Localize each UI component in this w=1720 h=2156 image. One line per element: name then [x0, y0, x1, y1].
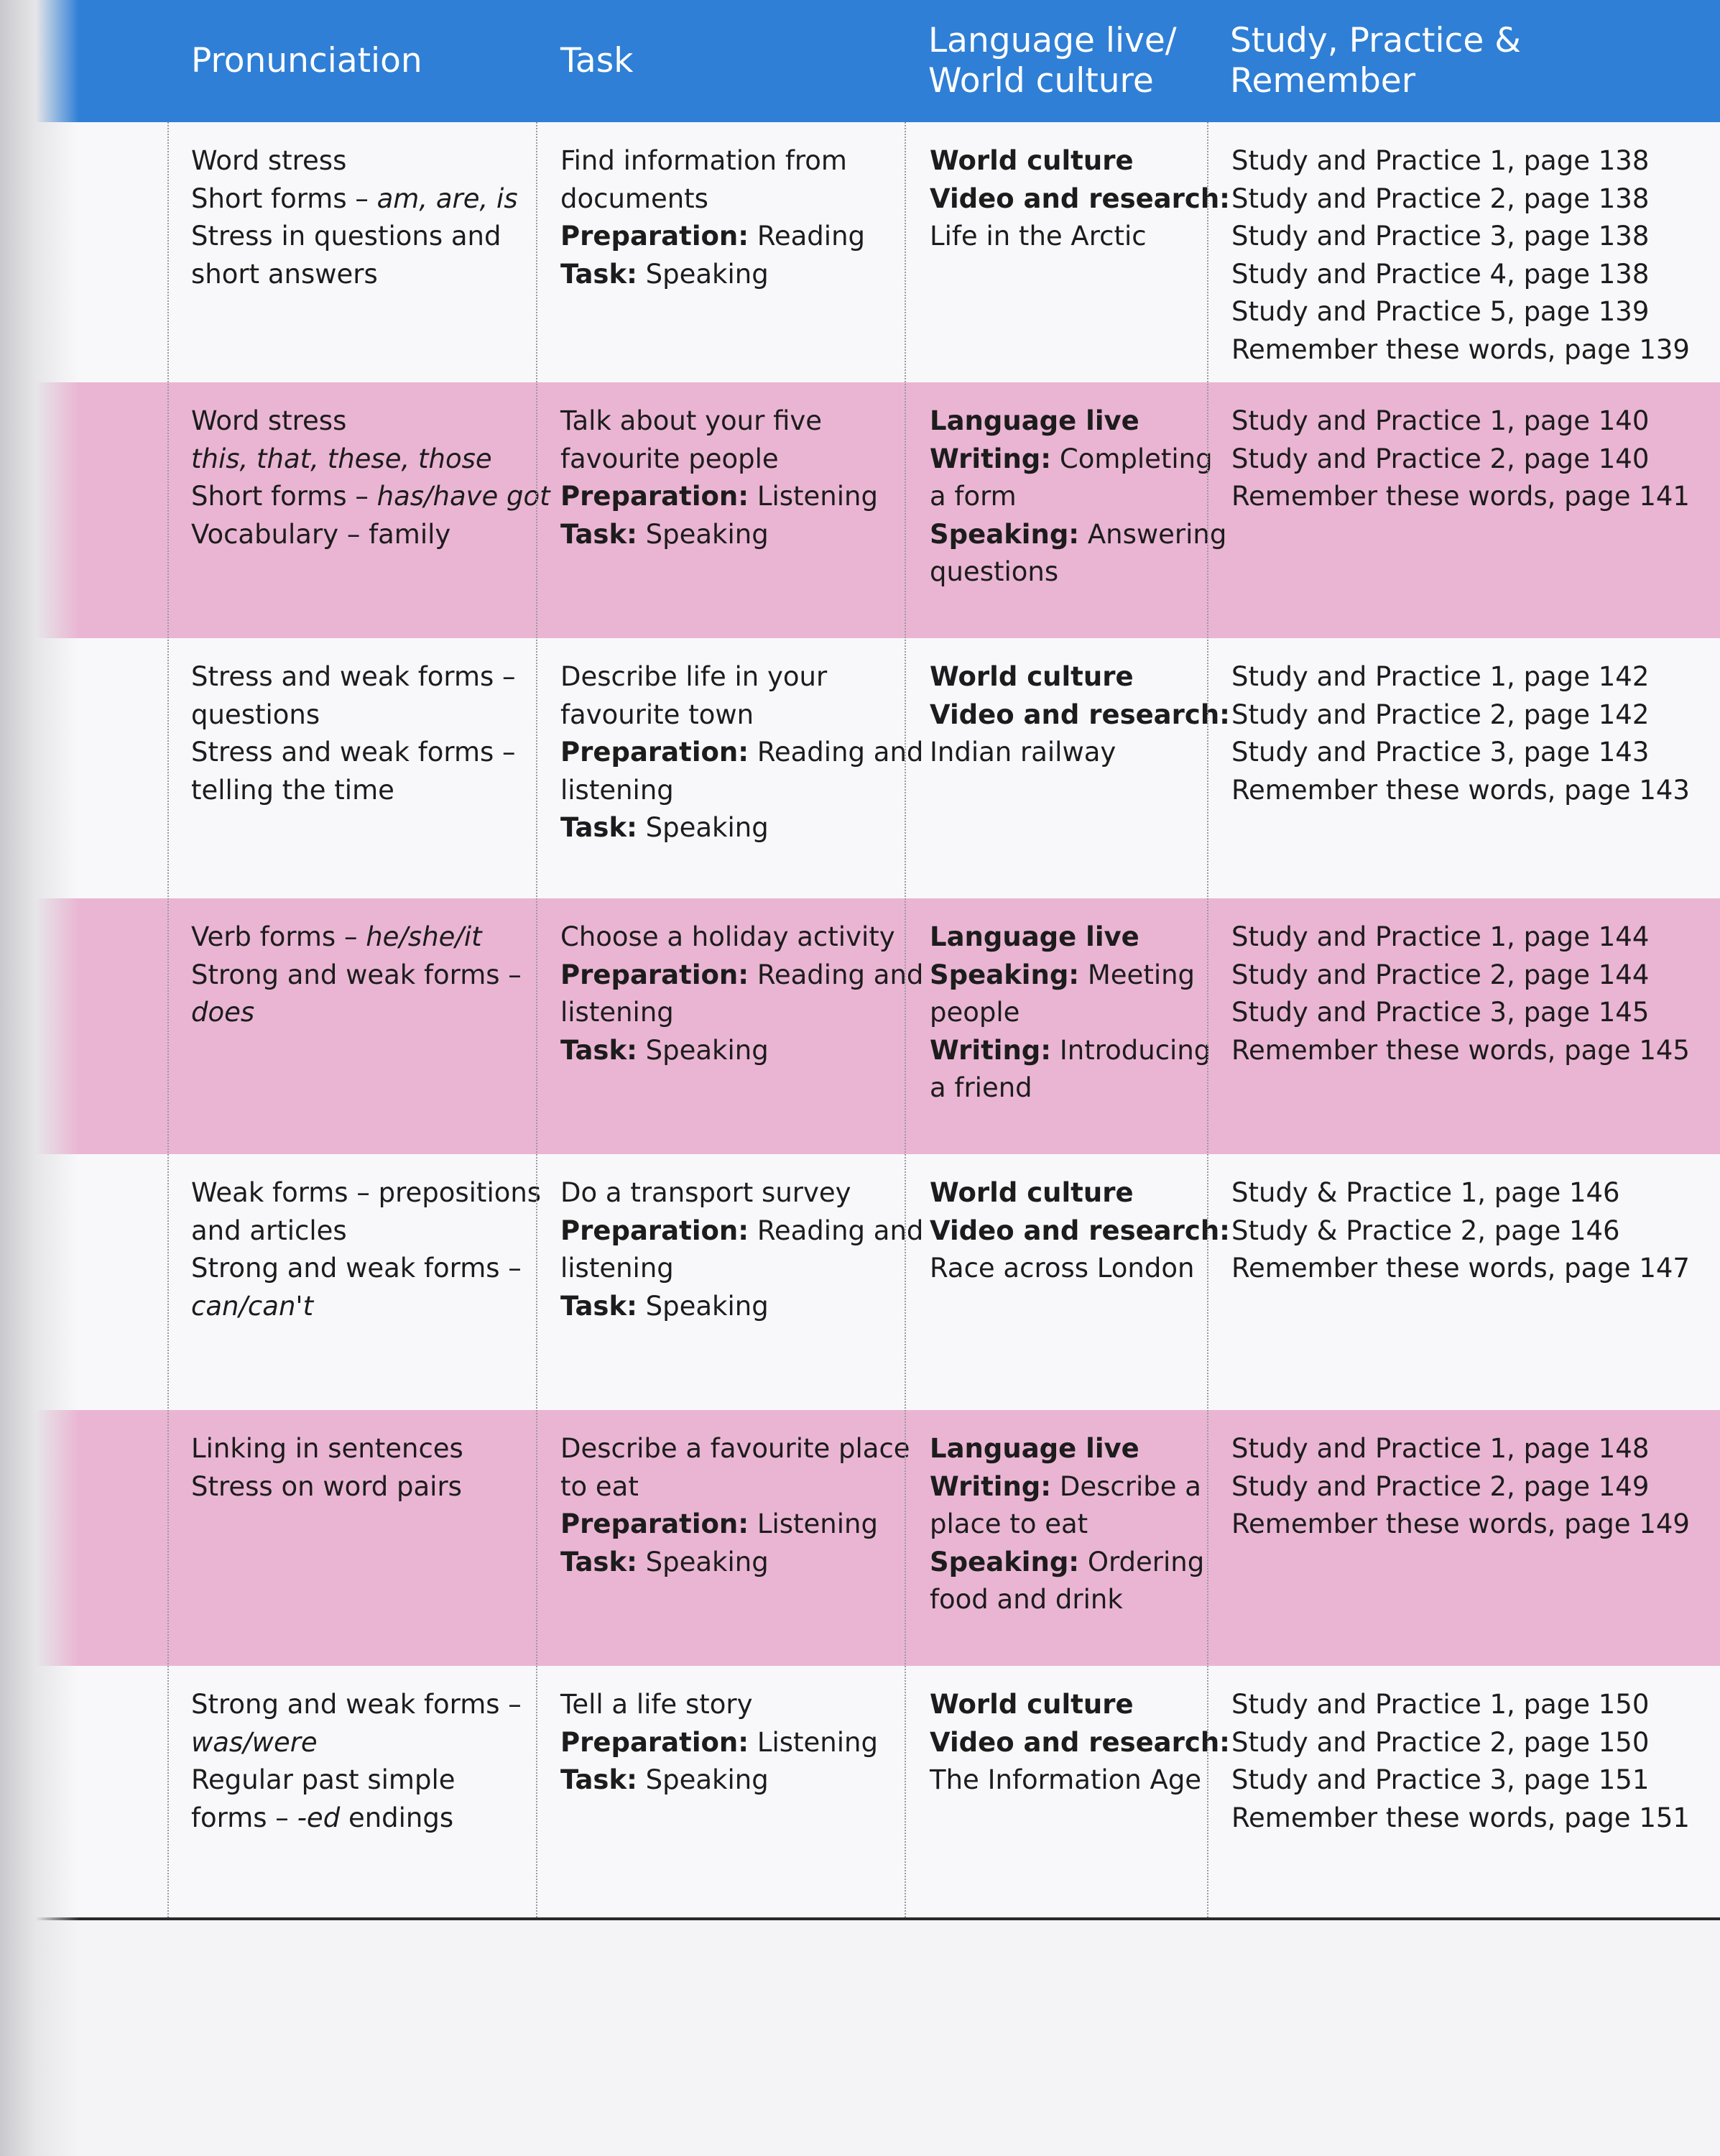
cell-line [930, 478, 1217, 516]
cell-line [930, 1032, 1217, 1070]
text-run: Reading and [749, 737, 924, 768]
cell-line [930, 1430, 1217, 1468]
cell-line [191, 957, 550, 995]
cell-line [560, 478, 920, 516]
text-run: Study and Practice 3, page 138 [1231, 221, 1650, 252]
cell-line [560, 772, 920, 810]
cell-language-world-culture [930, 1666, 1230, 1917]
cell-pronunciation [191, 638, 550, 898]
cell-task [560, 898, 924, 1154]
text-run: World culture [930, 1689, 1134, 1720]
text-run: Preparation: [560, 959, 749, 990]
text-run: Study and Practice 1, page 150 [1231, 1689, 1650, 1720]
cell-study-practice [1231, 1154, 1713, 1410]
text-run: Remember these words, page 149 [1231, 1508, 1690, 1539]
text-run: Task: [560, 1034, 637, 1066]
cell-line [1231, 1800, 1713, 1838]
text-run: Study and Practice 2, page 149 [1231, 1470, 1650, 1502]
text-run: Writing: [930, 1034, 1052, 1066]
text-run: he/she/it [366, 921, 482, 952]
text-run: Study and Practice 1, page 140 [1231, 405, 1650, 436]
cell-line [191, 1686, 550, 1724]
cell-study-practice [1231, 898, 1713, 1154]
text-run: Listening [749, 1726, 878, 1758]
cell-language-world-culture [930, 122, 1230, 382]
cell-study-practice [1231, 122, 1713, 382]
text-run: Describe a favourite place [560, 1433, 910, 1464]
cell-line [560, 142, 920, 180]
text-run: Study and Practice 2, page 150 [1231, 1726, 1650, 1758]
text-run: Verb forms – [191, 921, 366, 952]
header-pronunciation: Pronunciation [191, 41, 422, 80]
cell-line [930, 1581, 1217, 1619]
cell-line [191, 218, 550, 256]
cell-line [560, 1544, 920, 1582]
cell-line [1231, 293, 1713, 331]
text-run: Study and Practice 1, page 142 [1231, 661, 1650, 692]
text-run: was/were [191, 1726, 318, 1758]
text-run: Stress and weak forms – [191, 661, 516, 692]
column-divider [167, 122, 169, 1920]
cell-line [1231, 994, 1713, 1032]
text-run: Task: [560, 518, 637, 550]
cell-line [191, 772, 550, 810]
cell-line [930, 218, 1217, 256]
cell-line [930, 1506, 1217, 1544]
text-run: favourite town [560, 699, 754, 730]
text-run: Reading [749, 221, 866, 252]
cell-line [560, 1430, 920, 1468]
text-run: Video and research: [930, 183, 1230, 214]
cell-study-practice [1231, 1666, 1713, 1917]
cell-line [191, 1800, 550, 1838]
cell-line [930, 180, 1230, 218]
cell-task [560, 1410, 920, 1666]
cell-line [930, 1544, 1217, 1582]
cell-line [560, 994, 920, 1032]
column-divider [536, 122, 537, 1920]
text-run: Study and Practice 1, page 148 [1231, 1433, 1650, 1464]
cell-line [1231, 1174, 1713, 1212]
text-run: Remember these words, page 143 [1231, 774, 1690, 806]
cell-line [560, 1468, 920, 1506]
text-run: Ordering [1079, 1546, 1205, 1577]
text-run: has/have got [376, 481, 550, 512]
cell-line [191, 696, 550, 734]
cell-line [560, 1724, 920, 1762]
text-run: Do a transport survey [560, 1177, 851, 1208]
cell-line [930, 142, 1217, 180]
cell-line [1231, 478, 1713, 516]
cell-line [1231, 734, 1713, 772]
text-run: Video and research: [930, 1215, 1230, 1246]
cell-line [191, 1174, 550, 1212]
text-run: Study and Practice 2, page 140 [1231, 443, 1650, 474]
cell-line [560, 218, 920, 256]
text-run: Task: [560, 1764, 637, 1795]
text-run: Study and Practice 1, page 138 [1231, 145, 1650, 176]
text-run: Vocabulary – family [191, 518, 451, 550]
cell-task [560, 122, 920, 382]
cell-line [191, 1250, 550, 1288]
cell-line [1231, 1212, 1713, 1250]
cell-task [560, 382, 920, 638]
cell-line [560, 180, 920, 218]
cell-line [930, 553, 1217, 591]
text-run: Language live [930, 1433, 1139, 1464]
cell-line [191, 402, 550, 441]
text-run: Meeting [1079, 959, 1196, 990]
cell-line [930, 658, 1217, 696]
cell-line [191, 1468, 550, 1506]
text-run: Speaking [637, 258, 769, 290]
text-run: Listening [749, 1508, 878, 1539]
table-header [0, 0, 1720, 122]
text-run: can/can't [191, 1290, 314, 1322]
text-run: Linking in sentences [191, 1433, 463, 1464]
cell-line [1231, 441, 1713, 479]
text-run: telling the time [191, 774, 394, 806]
text-run: Study and Practice 1, page 144 [1231, 921, 1650, 952]
cell-line [930, 1686, 1217, 1724]
cell-line [930, 918, 1217, 957]
cell-line [1231, 1250, 1713, 1288]
text-run: Completing [1051, 443, 1213, 474]
text-run: Task: [560, 258, 637, 290]
header-language-world-culture: Language live/ World culture [928, 21, 1177, 101]
cell-study-practice [1231, 638, 1713, 898]
text-run: Race across London [930, 1253, 1195, 1284]
column-divider [1207, 122, 1208, 1920]
cell-language-world-culture [930, 638, 1230, 898]
cell-line [1231, 1468, 1713, 1506]
cell-line [560, 957, 924, 995]
cell-line [1231, 772, 1713, 810]
cell-line [1231, 696, 1713, 734]
table-row [0, 382, 1720, 638]
cell-line [560, 441, 920, 479]
cell-line [191, 994, 550, 1032]
text-run: forms – [191, 1802, 297, 1833]
cell-line [560, 696, 920, 734]
text-run: Language live [930, 921, 1139, 952]
text-run: questions [930, 556, 1059, 587]
text-run: Answering [1079, 518, 1227, 550]
text-run: Study and Practice 3, page 151 [1231, 1764, 1650, 1795]
text-run: Speaking [637, 1034, 769, 1066]
cell-pronunciation [191, 1154, 550, 1410]
text-run: Speaking: [930, 518, 1080, 550]
cell-line [191, 516, 550, 554]
cell-line [191, 1761, 550, 1800]
cell-line [930, 1724, 1230, 1762]
cell-line [1231, 1761, 1713, 1800]
text-run: place to eat [930, 1508, 1088, 1539]
cell-line [560, 1506, 920, 1544]
cell-line [1231, 218, 1713, 256]
text-run: Short forms – [191, 481, 377, 512]
text-run: listening [560, 774, 674, 806]
text-run: Speaking [637, 1546, 769, 1577]
text-run: Strong and weak forms – [191, 1253, 522, 1284]
cell-line [930, 1468, 1217, 1506]
text-run: questions [191, 699, 320, 730]
text-run: Talk about your five [560, 405, 823, 436]
cell-line [930, 516, 1227, 554]
cell-line [560, 1761, 920, 1800]
text-run: to eat [560, 1470, 639, 1502]
cell-study-practice [1231, 382, 1713, 638]
cell-line [1231, 331, 1713, 369]
cell-pronunciation [191, 1666, 550, 1917]
text-run: Study and Practice 5, page 139 [1231, 296, 1650, 327]
text-run: Task: [560, 1290, 637, 1322]
cell-line [560, 734, 924, 772]
text-run: Study and Practice 4, page 138 [1231, 258, 1650, 290]
cell-line [930, 734, 1217, 772]
text-run: Preparation: [560, 737, 749, 768]
cell-line [1231, 402, 1713, 441]
cell-line [1231, 180, 1713, 218]
text-run: Study and Practice 2, page 144 [1231, 959, 1650, 990]
text-run: Strong and weak forms – [191, 1689, 522, 1720]
text-run: food and drink [930, 1584, 1123, 1615]
cell-line [1231, 918, 1713, 957]
cell-language-world-culture [930, 382, 1227, 638]
cell-line [1231, 256, 1713, 294]
cell-pronunciation [191, 1410, 550, 1666]
table-row [0, 122, 1720, 382]
header-study-practice-remember: Study, Practice & Remember [1230, 21, 1521, 101]
table-row [0, 1410, 1720, 1666]
text-run: Preparation: [560, 221, 749, 252]
cell-line [930, 994, 1217, 1032]
text-run: Strong and weak forms – [191, 959, 522, 990]
text-run: Indian railway [930, 737, 1116, 768]
column-divider [905, 122, 906, 1920]
cell-line [560, 1032, 920, 1070]
text-run: Life in the Arctic [930, 221, 1147, 252]
text-run: Speaking: [930, 959, 1080, 990]
text-run: Writing: [930, 443, 1052, 474]
text-run: Study and Practice 3, page 143 [1231, 737, 1650, 768]
table-row [0, 898, 1720, 1154]
cell-line [560, 256, 920, 294]
text-run: this, that, these, those [191, 443, 492, 474]
text-run: Word stress [191, 145, 347, 176]
cell-line [930, 402, 1217, 441]
text-run: endings [340, 1802, 454, 1833]
text-run: Tell a life story [560, 1689, 753, 1720]
text-run: Choose a holiday activity [560, 921, 895, 952]
cell-line [1231, 1686, 1713, 1724]
cell-line [191, 256, 550, 294]
cell-pronunciation [191, 122, 550, 382]
text-run: short answers [191, 258, 378, 290]
text-run: and articles [191, 1215, 347, 1246]
text-run: Remember these words, page 151 [1231, 1802, 1690, 1833]
cell-line [1231, 1506, 1713, 1544]
cell-line [1231, 957, 1713, 995]
cell-line [1231, 142, 1713, 180]
cell-line [191, 1724, 550, 1762]
cell-line [930, 1250, 1217, 1288]
text-run: Study and Practice 3, page 145 [1231, 997, 1650, 1028]
cell-line [560, 402, 920, 441]
text-run: Task: [560, 1546, 637, 1577]
cell-line [191, 1212, 550, 1250]
text-run: favourite people [560, 443, 779, 474]
cell-line [191, 478, 550, 516]
text-run: Video and research: [930, 699, 1230, 730]
text-run: Study and Practice 2, page 138 [1231, 183, 1650, 214]
text-run: Speaking [637, 518, 769, 550]
text-run: Video and research: [930, 1726, 1230, 1758]
cell-line [930, 696, 1230, 734]
cell-language-world-culture [930, 898, 1217, 1154]
cell-line [191, 1430, 550, 1468]
text-run: am, are, is [376, 183, 518, 214]
cell-study-practice [1231, 1410, 1713, 1666]
text-run: Task: [560, 812, 637, 843]
text-run: World culture [930, 1177, 1134, 1208]
cell-line [1231, 658, 1713, 696]
cell-line [930, 957, 1217, 995]
cell-line [560, 1288, 920, 1326]
text-run: Stress in questions and [191, 221, 501, 252]
text-run: Preparation: [560, 1508, 749, 1539]
cell-line [930, 1174, 1217, 1212]
cell-line [930, 1761, 1217, 1800]
text-run: -ed [297, 1802, 341, 1833]
cell-line [560, 1686, 920, 1724]
text-run: listening [560, 997, 674, 1028]
text-run: Introducing [1051, 1034, 1211, 1066]
cell-line [930, 1212, 1230, 1250]
table-bottom-rule [0, 1917, 1720, 1920]
text-run: Reading and [749, 1215, 924, 1246]
cell-line [930, 441, 1217, 479]
cell-line [930, 1069, 1217, 1107]
cell-language-world-culture [930, 1410, 1217, 1666]
text-run: Short forms – [191, 183, 377, 214]
text-run: Language live [930, 405, 1139, 436]
text-run: Study & Practice 2, page 146 [1231, 1215, 1620, 1246]
cell-task [560, 638, 924, 898]
table-row [0, 1154, 1720, 1410]
text-run: Speaking [637, 1764, 769, 1795]
text-run: Describe life in your [560, 661, 828, 692]
text-run: people [930, 997, 1020, 1028]
text-run: listening [560, 1253, 674, 1284]
cell-line [560, 516, 920, 554]
text-run: Find information from [560, 145, 847, 176]
cell-line [560, 1212, 924, 1250]
cell-task [560, 1666, 920, 1917]
cell-line [191, 658, 550, 696]
text-run: Remember these words, page 139 [1231, 333, 1690, 365]
cell-task [560, 1154, 924, 1410]
table-row [0, 1666, 1720, 1917]
cell-language-world-culture [930, 1154, 1230, 1410]
text-run: does [191, 997, 255, 1028]
cell-line [560, 918, 920, 957]
text-run: Stress on word pairs [191, 1470, 462, 1502]
text-run: documents [560, 183, 708, 214]
cell-line [560, 1250, 920, 1288]
text-run: World culture [930, 145, 1134, 176]
cell-line [1231, 1430, 1713, 1468]
text-run: Speaking: [930, 1546, 1080, 1577]
cell-line [191, 142, 550, 180]
cell-line [191, 180, 550, 218]
cell-line [191, 1288, 550, 1326]
text-run: a form [930, 481, 1017, 512]
text-run: Word stress [191, 405, 347, 436]
cell-pronunciation [191, 898, 550, 1154]
text-run: Describe a [1051, 1470, 1201, 1502]
cell-line [560, 809, 920, 847]
table-row [0, 638, 1720, 898]
text-run: Speaking [637, 812, 769, 843]
text-run: Preparation: [560, 1726, 749, 1758]
cell-line [1231, 1724, 1713, 1762]
header-task: Task [560, 41, 634, 80]
text-run: Remember these words, page 141 [1231, 481, 1690, 512]
cell-pronunciation [191, 382, 550, 638]
text-run: Reading and [749, 959, 924, 990]
text-run: The Information Age [930, 1764, 1202, 1795]
cell-line [191, 918, 550, 957]
text-run: Regular past simple [191, 1764, 456, 1795]
text-run: Remember these words, page 145 [1231, 1034, 1690, 1066]
cell-line [1231, 1032, 1713, 1070]
text-run: Weak forms – prepositions [191, 1177, 542, 1208]
cell-line [191, 441, 550, 479]
cell-line [560, 1174, 920, 1212]
text-run: Speaking [637, 1290, 769, 1322]
text-run: Preparation: [560, 1215, 749, 1246]
cell-line [191, 734, 550, 772]
text-run: Preparation: [560, 481, 749, 512]
text-run: Study & Practice 1, page 146 [1231, 1177, 1620, 1208]
text-run: World culture [930, 661, 1134, 692]
text-run: Study and Practice 2, page 142 [1231, 699, 1650, 730]
text-run: Stress and weak forms – [191, 737, 516, 768]
text-run: Listening [749, 481, 878, 512]
text-run: Writing: [930, 1470, 1052, 1502]
text-run: Remember these words, page 147 [1231, 1253, 1690, 1284]
text-run: a friend [930, 1072, 1032, 1103]
cell-line [560, 658, 920, 696]
